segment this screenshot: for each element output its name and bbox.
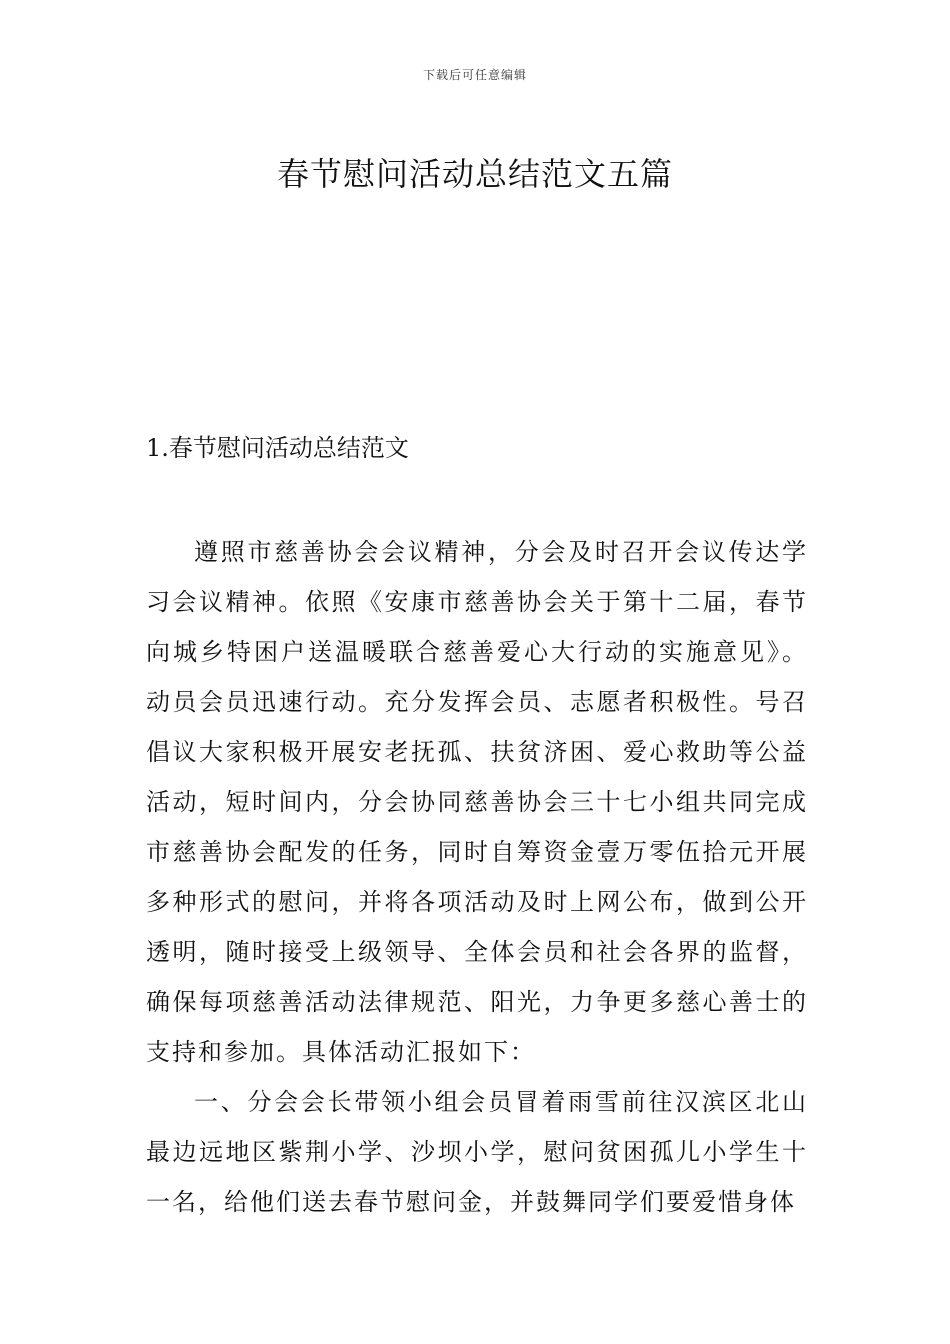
- paragraph-2: 一、分会会长带领小组会员冒着雨雪前往汉滨区北山最边远地区紫荆小学、沙坝小学，慰问贫困孤儿小学生十一名，给他们送去春节慰问金，并鼓舞同学们要爱惜身体: [146, 1088, 808, 1216]
- download-note: 下载后可任意编辑: [422, 68, 527, 82]
- paragraph-1: 遵照市慈善协会会议精神，分会及时召开会议传达学习会议精神。依照《安康市慈善协会关于第十二届，春节向城乡特困户送温暖联合慈善爱心大行动的实施意见》。动员会员迅速行动。充分发挥会员、志愿者积极性。号召倡议大家积极开展安老抚孤、扶贫济困、爱心救助等公益活动，短时间内，分会协同慈善协会三十七小组共同完成市慈善协会配发的任务，同时自筹资金壹万零伍拾元开展多种形式的慰问，并将各项活动及时上网公布，做到公开透明，随时接受上级领导、全体会员和社会各界的监督，确保每项慈善活动法律规范、阳光，力争更多慈心善士的支持和参加。具体活动汇报如下：: [146, 538, 808, 1066]
- body-text: [146, 527, 808, 1227]
- document-title: 春节慰问活动总结范文五篇: [276, 155, 673, 194]
- section-heading: 1.春节慰问活动总结范文: [146, 434, 409, 462]
